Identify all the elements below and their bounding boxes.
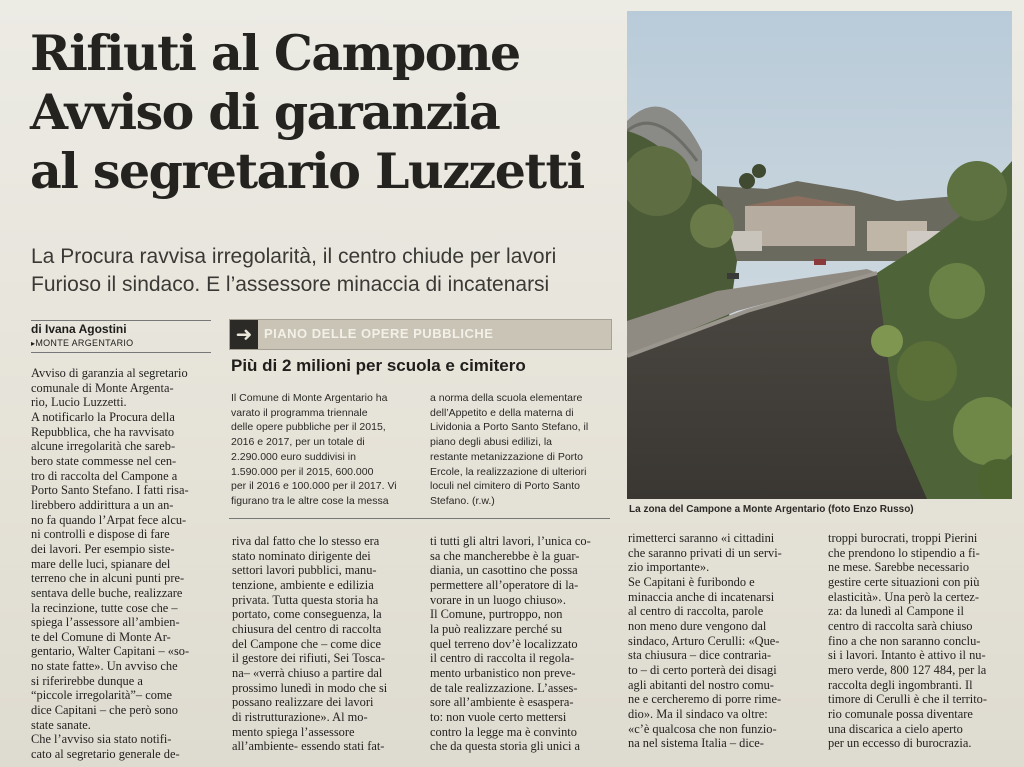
article-text-line: quel terreno dov’è localizzato	[430, 636, 578, 651]
divider	[31, 320, 211, 321]
article-text-line: dei lavori. Per esempio siste-	[31, 541, 175, 556]
article-text-line: ne e cercheremo di porre rime-	[628, 692, 782, 707]
article-text-line: sa che mancherebbe è la guar-	[430, 548, 580, 563]
subheadline-line: La Procura ravvisa irregolarità, il centro chiude per lavori	[31, 245, 557, 268]
article-text-line: sentava delle buche, realizzare	[31, 585, 183, 600]
sidebar-column-2	[430, 391, 612, 509]
article-text-line: no fa quando l’Arpat fece alcu-	[31, 512, 187, 527]
article-text-line: terreno che in alcuni punti pre-	[31, 571, 185, 586]
article-text-line: cato al segretario generale de-	[31, 747, 180, 762]
subheadline-line: Furioso il sindaco. E l’assessore minaccia di incatenarsi	[31, 273, 550, 296]
article-text-line: rimetterci saranno «i cittadini	[628, 531, 775, 545]
article-text-line: la recinzione, tutte cose che –	[31, 600, 178, 615]
byline-author: di Ivana Agostini	[31, 322, 127, 336]
article-text-line: dice Capitani – che però sono	[31, 703, 178, 718]
article-text-line: dio». Ma il sindaco va oltre:	[628, 706, 768, 721]
article-text-line: una discarica a cielo aperto	[828, 721, 963, 736]
sidebar-text-line: dell’Appetito e della materna di	[430, 406, 574, 419]
sidebar-text-line: 1.590.000 per il 2015, 600.000	[231, 465, 374, 478]
article-text-line: agli abitanti del nostro comu-	[628, 677, 774, 692]
article-text-line: per un eccesso di burocrazia.	[828, 736, 972, 751]
article-text-line: privata. Tutta questa storia ha	[232, 592, 379, 607]
article-text-line: troppi burocrati, troppi Pierini	[828, 531, 978, 545]
article-text-line: minaccia anche di incatenarsi	[628, 589, 775, 604]
article-text-line: raccolta degli ingombranti. Il	[828, 677, 973, 692]
sidebar-text-line: 2.290.000 euro suddivisi in	[231, 450, 356, 463]
article-text-line: na nel sistema Italia – dice-	[628, 736, 764, 751]
sidebar-text-line: 2016 e 2017, per un totale di	[231, 436, 365, 449]
article-text-line: la può realizzare perché su	[430, 621, 563, 636]
article-text-line: «c’è qualcosa che non funzio-	[628, 721, 777, 736]
article-text-line: contro la legge ma è convinto	[430, 724, 577, 739]
article-text-line: mare delle luci, spianare del	[31, 556, 171, 571]
article-text-line: che saranno privati di un servi-	[628, 545, 782, 560]
article-column-4	[628, 531, 814, 751]
article-text-line: de tale realizzazione. L’asses-	[430, 680, 578, 695]
article-text-line: sta chiusura – dice contraria-	[628, 648, 772, 663]
sidebar-text-line: piano degli abusi edilizi, la	[430, 436, 552, 449]
photo	[627, 11, 1012, 499]
byline	[31, 322, 211, 348]
article-text-line: A notificarlo la Procura della	[31, 409, 175, 424]
article-text-line: possano realizzare dei lavori	[232, 695, 374, 710]
article-text-line: “piccole irregolarità”– come	[31, 688, 173, 703]
article-text-line: mento urbanistico non preve-	[430, 665, 576, 680]
section-bar	[229, 319, 612, 350]
article-text-line: non meno dure vengono dal	[628, 618, 767, 633]
article-text-line: permettere all’operatore di la-	[430, 577, 579, 592]
article-text-line: diania, un casottino che possa	[430, 563, 578, 578]
sidebar-text-line: a norma della scuola elementare	[430, 392, 583, 404]
article-text-line: rio, Lucio Luzzetti.	[31, 395, 127, 410]
article-text-line: sore all’ambiente è esaspera-	[430, 695, 574, 710]
article-text-line: che prendono lo stipendio a fi-	[828, 545, 980, 560]
article-text-line: ti tutti gli altri lavori, l’unica co-	[430, 534, 591, 548]
article-column-2	[232, 534, 432, 754]
article-text-line: timore di Cerulli è che il territo-	[828, 692, 987, 707]
sidebar-text-line: Stefano. (r.w.)	[430, 494, 495, 507]
sidebar-text-line: restante metanizzazione di Porto	[430, 450, 583, 463]
article-text-line: alcune irregolarità che sareb-	[31, 439, 176, 454]
headline-line: Rifiuti al Campone	[30, 24, 520, 82]
divider	[229, 518, 610, 519]
article-text-line: centro di raccolta sarà chiuso	[828, 618, 973, 633]
article-text-line: te del Comune di Monte Ar-	[31, 629, 171, 644]
sidebar-text-line: Ercole, la realizzazione di ulteriori	[430, 465, 587, 478]
article-text-line: na– «verrà chiuso a partire dal	[232, 665, 383, 680]
article-text-line: all’ambiente- essendo stati fat-	[232, 739, 385, 754]
article-text-line: che da questa storia gli unici a	[430, 739, 581, 754]
divider	[31, 352, 211, 353]
article-text-line: Avviso di garanzia al segretario	[31, 366, 188, 380]
article-text-line: di ristrutturazione». Al mo-	[232, 709, 368, 724]
article-text-line: lirebbero addirittura a un an-	[31, 497, 174, 512]
article-text-line: Che l’avviso sia stato notifi-	[31, 732, 172, 747]
article-text-line: prossimo lunedì in modo che si	[232, 680, 388, 695]
sidebar-text-line: delle opere pubbliche per il 2015,	[231, 421, 386, 434]
article-text-line: zio importante».	[628, 560, 710, 575]
headline	[30, 24, 620, 201]
subheadline	[31, 243, 621, 299]
article-text-line: comunale di Monte Argenta-	[31, 380, 174, 395]
article-text-line: state sanate.	[31, 717, 91, 732]
sidebar-column-1	[231, 391, 413, 509]
article-column-1	[31, 366, 215, 762]
article-text-line: mero verde, 800 127 484, per la	[828, 662, 987, 677]
sidebar-text-line: figurano tra le altre cose la messa	[231, 494, 389, 507]
article-text-line: mento spiega l’assessore	[232, 724, 355, 739]
article-text-line: to – di certo porterà dei disagi	[628, 662, 777, 677]
article-text-line: stato nominato dirigente dei	[232, 548, 371, 563]
article-text-line: vorare in un luogo chiuso».	[430, 592, 566, 607]
article-text-line: to: non vuole certo mettersi	[430, 709, 567, 724]
section-label: PIANO DELLE OPERE PUBBLICHE	[264, 326, 494, 341]
byline-place: ▸ MONTE ARGENTARIO	[31, 338, 211, 348]
article-text-line: za: da lunedì al Campone il	[828, 604, 964, 619]
article-text-line: portato, come conseguenza, la	[232, 607, 382, 622]
article-text-line: del Campone che – come dice	[232, 636, 381, 651]
sidebar-text-line: Il Comune di Monte Argentario ha	[231, 392, 388, 404]
article-text-line: tro di raccolta del Campone a	[31, 468, 178, 483]
article-column-5	[828, 531, 1014, 751]
sidebar-title: Più di 2 milioni per scuola e cimitero	[231, 356, 526, 375]
article-text-line: fino a che non saranno conclu-	[828, 633, 981, 648]
article-column-3	[430, 534, 616, 754]
sidebar-text-line: per il 2016 e 100.000 per il 2017. Vi	[231, 480, 397, 493]
photo-caption: La zona del Campone a Monte Argentario (foto Enzo Russo)	[629, 504, 914, 515]
sidebar-text-line: loculi nel cimitero di Porto Santo	[430, 480, 580, 493]
article-text-line: spiega l’assessore all’ambien-	[31, 615, 180, 630]
article-text-line: ne mese. Sarebbe necessario	[828, 560, 970, 575]
headline-line: al segretario Luzzetti	[30, 142, 584, 200]
article-text-line: Porto Santo Stefano. I fatti risa-	[31, 483, 189, 498]
photo-image	[627, 11, 1012, 499]
article-text-line: sindaco, Arturo Cerulli: «Que-	[628, 633, 780, 648]
sidebar-text-line: varato il programma triennale	[231, 406, 368, 419]
article-text-line: bero state commesse nel cen-	[31, 453, 177, 468]
article-text-line: il centro di raccolta il regola-	[430, 651, 575, 666]
sidebar-text-line: Lividonia a Porto Santo Stefano, il	[430, 421, 589, 434]
arrow-right-icon: ➜	[230, 320, 258, 349]
article-text-line: riva dal fatto che lo stesso era	[232, 534, 380, 548]
article-text-line: gestire certe situazioni con più	[828, 574, 980, 589]
article-text-line: elasticità». Una però la certez-	[828, 589, 980, 604]
article-text-line: si riferirebbe dunque a	[31, 673, 143, 688]
article-text-line: Se Capitani è furibondo e	[628, 574, 755, 589]
headline-line: Avviso di garanzia	[30, 83, 500, 141]
article-text-line: il gestore dei rifiuti, Sei Tosca-	[232, 651, 386, 666]
article-text-line: Repubblica, che ha ravvisato	[31, 424, 175, 439]
article-text-line: settori lavori pubblici, manu-	[232, 563, 377, 578]
article-text-line: al centro di raccolta, parole	[628, 604, 764, 619]
article-text-line: no state fatte». Un avviso che	[31, 659, 178, 674]
article-text-line: chiusura del centro di raccolta	[232, 621, 382, 636]
article-text-line: rio comunale possa diventare	[828, 706, 973, 721]
article-text-line: ni controlli e dispose di fare	[31, 527, 170, 542]
article-text-line: si i lavori. Intanto è attivo il nu-	[828, 648, 986, 663]
article-text-line: Il Comune, purtroppo, non	[430, 607, 563, 622]
article-text-line: gentario, Walter Capitani – «so-	[31, 644, 190, 659]
article-text-line: tenzione, ambiente e edilizia	[232, 577, 374, 592]
